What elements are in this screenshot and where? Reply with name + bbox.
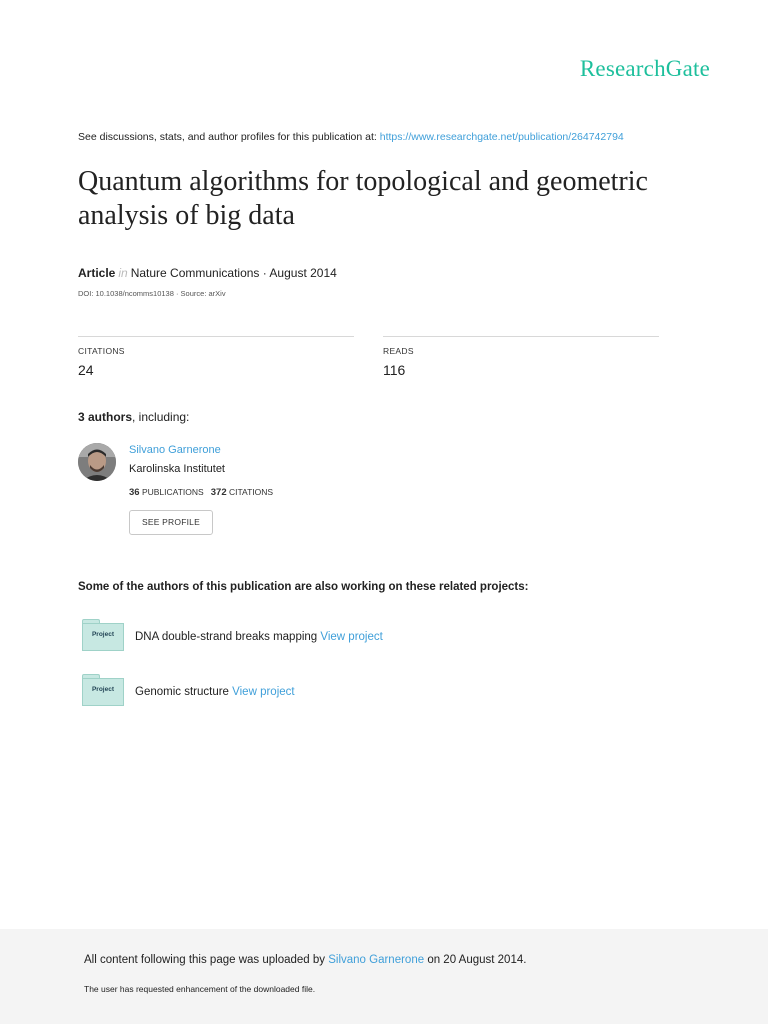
author-citations-label: CITATIONS <box>229 487 274 497</box>
author-publications-count: 36 <box>129 487 140 498</box>
in-word: in <box>118 266 128 280</box>
publication-venue: Nature Communications · August 2014 <box>130 266 337 280</box>
publication-doi: DOI: 10.1038/ncomms10138 · Source: arXiv <box>78 289 226 298</box>
authors-including: , including: <box>132 410 190 424</box>
author-name-link[interactable]: Silvano Garnerone <box>129 444 221 456</box>
author-stats <box>129 487 273 498</box>
upload-notice <box>84 954 526 966</box>
authors-heading <box>78 410 189 424</box>
author-publications-label: PUBLICATIONS <box>141 487 204 497</box>
project-folder-icon[interactable] <box>82 619 124 651</box>
reads-stat <box>383 336 659 378</box>
project-title: DNA double-strand breaks mapping <box>135 631 318 643</box>
researchgate-logo[interactable]: ResearchGate <box>579 56 710 81</box>
related-projects-heading: Some of the authors of this publication are also working on these related projects: <box>78 581 529 593</box>
view-project-link[interactable]: View project <box>232 686 295 698</box>
citations-count: 24 <box>78 362 94 378</box>
publication-type: Article <box>78 266 116 280</box>
author-photo <box>78 443 116 481</box>
reads-count: 116 <box>383 362 406 378</box>
authors-count: 3 authors <box>78 410 133 424</box>
upload-suffix: on 20 August 2014. <box>424 954 527 966</box>
enhancement-notice: The user has requested enhancement of the downloaded file. <box>84 984 316 994</box>
view-project-link[interactable]: View project <box>320 631 383 643</box>
uploader-link[interactable]: Silvano Garnerone <box>328 954 425 966</box>
folder-label: Project <box>91 686 115 693</box>
project-folder-icon[interactable] <box>82 674 124 706</box>
project-title: Genomic structure <box>135 686 229 698</box>
related-project-item <box>135 686 295 698</box>
author-citations-count: 372 <box>210 487 227 498</box>
publication-url-link[interactable]: https://www.researchgate.net/publication/264742794 <box>379 131 624 143</box>
discussion-text: See discussions, stats, and author profiles for this publication at: <box>78 131 380 143</box>
discussion-line <box>78 131 624 143</box>
upload-prefix: All content following this page was uploaded by <box>84 954 329 966</box>
publication-title: Quantum algorithms for topological and geometric analysis of big data <box>78 166 648 231</box>
author-institution: Karolinska Institutet <box>129 463 225 475</box>
author-avatar[interactable] <box>78 443 116 481</box>
see-profile-button[interactable]: SEE PROFILE <box>129 510 213 535</box>
folder-label: Project <box>91 631 115 638</box>
citations-label: CITATIONS <box>78 346 125 356</box>
footer-panel <box>0 929 768 1024</box>
related-project-item <box>135 631 383 643</box>
citations-stat <box>78 336 354 378</box>
reads-label: READS <box>383 346 414 356</box>
publication-info <box>78 266 337 280</box>
